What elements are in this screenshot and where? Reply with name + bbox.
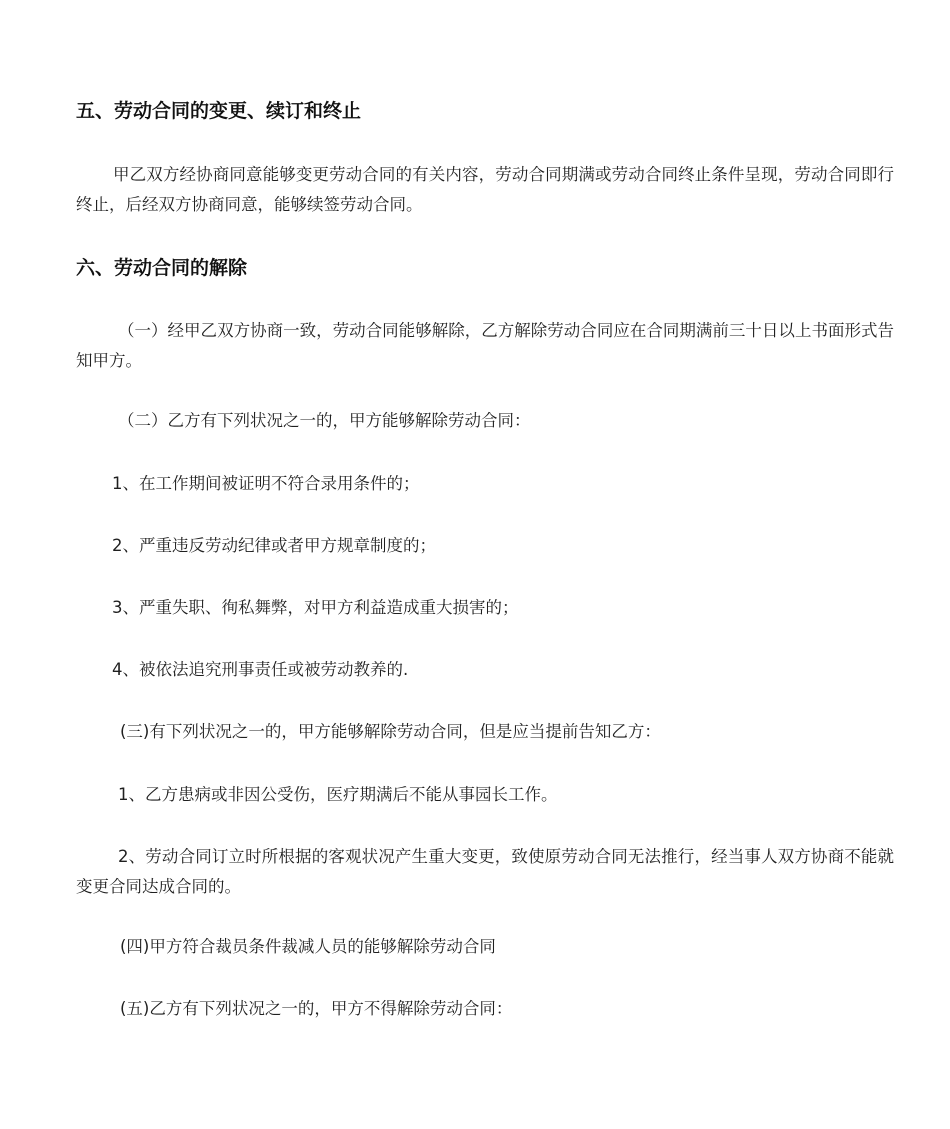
clause-1-paragraph: （一）经甲乙双方协商一致，劳动合同能够解除，乙方解除劳动合同应在合同期满前三十日以上书面形式告知甲方。 (76, 321, 894, 370)
clause-2-item-4: 4、被依法追究刑事责任或被劳动教养的. (112, 660, 409, 679)
section-5-heading: 五、劳动合同的变更、续订和终止 (76, 100, 362, 122)
clause-3-item-2: 2、劳动合同订立时所根据的客观状况产生重大变更，致使原劳动合同无法推行，经当事人双方协商不能就变更合同达成合同的。 (76, 847, 894, 896)
clause-5-title: (五)乙方有下列状况之一的，甲方不得解除劳动合同： (120, 999, 513, 1018)
clause-4-line: (四)甲方符合裁员条件裁减人员的能够解除劳动合同 (120, 937, 496, 956)
section-5-paragraph: 甲乙双方经协商同意能够变更劳动合同的有关内容，劳动合同期满或劳动合同终止条件呈现，劳动合同即行终止，后经双方协商同意，能够续签劳动合同。 (76, 165, 894, 214)
clause-3-item-1: 1、乙方患病或非因公受伤，医疗期满后不能从事园长工作。 (118, 785, 558, 804)
clause-2-item-3: 3、严重失职、徇私舞弊，对甲方利益造成重大损害的； (112, 598, 519, 617)
clause-3-title: (三)有下列状况之一的，甲方能够解除劳动合同，但是应当提前告知乙方： (120, 722, 661, 741)
section-6-heading: 六、劳动合同的解除 (76, 257, 248, 279)
clause-2-item-1: 1、在工作期间被证明不符合录用条件的； (112, 474, 420, 493)
clause-2-title: （二）乙方有下列状况之一的，甲方能够解除劳动合同： (118, 411, 531, 430)
clause-2-item-2: 2、严重违反劳动纪律或者甲方规章制度的； (112, 536, 436, 555)
